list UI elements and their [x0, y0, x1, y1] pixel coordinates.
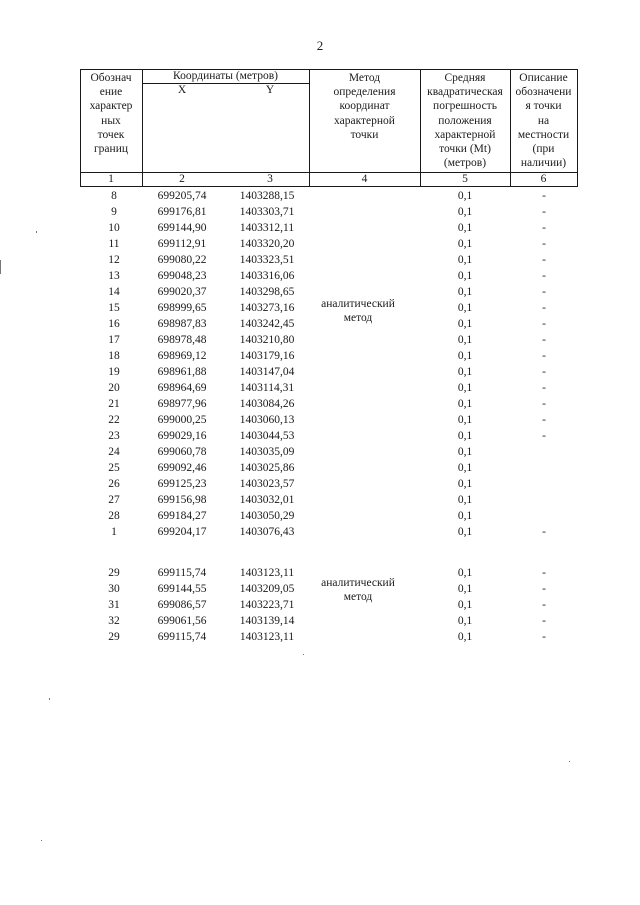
- table-row: [80, 613, 577, 629]
- point-number: 28: [108, 510, 120, 522]
- table-row: [80, 428, 577, 444]
- coordinate-x: 699184,27: [157, 510, 207, 522]
- coordinate-x: 699144,55: [157, 583, 207, 595]
- table-row: [80, 444, 577, 460]
- point-number: 9: [111, 206, 117, 218]
- point-number: 19: [108, 366, 120, 378]
- coordinate-x: 698978,48: [157, 334, 207, 346]
- mean-square-error: 0,1: [457, 302, 473, 314]
- coordinate-x: 699176,81: [157, 206, 207, 218]
- coordinate-x: 699144,90: [157, 222, 207, 234]
- mean-square-error: 0,1: [457, 318, 473, 330]
- header-col4-line: точки: [350, 128, 379, 141]
- header-col6-line: местности: [517, 128, 570, 141]
- point-number: 13: [108, 270, 120, 282]
- coordinate-y: 1403320,20: [239, 238, 295, 250]
- method-label-line: аналитический: [321, 298, 395, 310]
- header-col6-line: я точки: [525, 100, 562, 113]
- point-description: -: [542, 190, 546, 202]
- point-description: -: [542, 222, 546, 234]
- point-description: -: [542, 430, 546, 442]
- coordinate-y: 1403123,11: [239, 567, 295, 579]
- header-col1-line: характер: [89, 100, 133, 113]
- column-number: 3: [267, 173, 273, 185]
- point-description: -: [542, 254, 546, 266]
- point-description: -: [542, 526, 546, 538]
- header-col6: [510, 71, 577, 170]
- table-header: [80, 69, 577, 187]
- header-col-x: X: [177, 84, 187, 96]
- coordinate-y: 1403025,86: [239, 462, 295, 474]
- coordinate-x: 699125,23: [157, 478, 207, 490]
- coordinate-y: 1403242,45: [239, 318, 295, 330]
- coordinate-y: 1403312,11: [239, 222, 295, 234]
- coordinate-y: 1403288,15: [239, 190, 295, 202]
- mean-square-error: 0,1: [457, 462, 473, 474]
- coordinate-x: 698961,88: [157, 366, 207, 378]
- mean-square-error: 0,1: [457, 206, 473, 218]
- coordinate-x: 699112,91: [157, 238, 207, 250]
- coordinate-y: 1403023,57: [239, 478, 295, 490]
- point-number: 18: [108, 350, 120, 362]
- coordinate-y: 1403035,09: [239, 446, 295, 458]
- table-row: [80, 348, 577, 364]
- header-col5-line: характерной: [434, 128, 496, 141]
- mean-square-error: 0,1: [457, 398, 473, 410]
- point-number: 21: [108, 398, 120, 410]
- header-col1-line: ных: [101, 114, 121, 127]
- column-number: 4: [361, 173, 368, 185]
- coordinate-x: 699204,17: [157, 526, 207, 538]
- scan-speck: [0, 260, 1, 274]
- column-number: 6: [540, 173, 547, 185]
- header-coords-group: Координаты (метров): [173, 70, 278, 82]
- method-label-line: метод: [343, 591, 373, 603]
- method-label-line: аналитический: [321, 577, 395, 589]
- coordinate-y: 1403139,14: [239, 615, 295, 627]
- header-col1: [80, 71, 142, 156]
- point-description: -: [542, 631, 546, 643]
- mean-square-error: 0,1: [457, 446, 473, 458]
- page-number: 2: [316, 38, 324, 53]
- coordinate-x: 699060,78: [157, 446, 207, 458]
- coordinate-y: 1403298,65: [239, 286, 295, 298]
- coordinate-x: 699086,57: [157, 599, 207, 611]
- header-col5-line: точки (Mt): [439, 143, 491, 156]
- point-number: 27: [108, 494, 120, 506]
- header-col5-line: Средняя: [444, 72, 486, 84]
- header-col6-line: Описание: [519, 72, 568, 84]
- point-number: 16: [108, 318, 120, 330]
- point-description: -: [542, 583, 546, 595]
- coordinate-x: 698987,83: [157, 318, 207, 330]
- coordinate-x: 699020,37: [157, 286, 207, 298]
- coordinate-y: 1403044,53: [239, 430, 295, 442]
- table-row: [80, 268, 577, 284]
- table-row: [80, 460, 577, 476]
- column-number: 1: [108, 173, 114, 185]
- table-row: [80, 204, 577, 220]
- header-col1-line: Обознач: [90, 72, 132, 84]
- coordinate-y: 1403123,11: [239, 631, 295, 643]
- table-row: [80, 332, 577, 348]
- point-description: -: [542, 350, 546, 362]
- coordinate-x: 699115,74: [157, 567, 207, 579]
- coordinate-y: 1403273,16: [239, 302, 295, 314]
- point-description: -: [542, 567, 546, 579]
- mean-square-error: 0,1: [457, 254, 473, 266]
- mean-square-error: 0,1: [457, 350, 473, 362]
- header-right-border: [577, 69, 578, 187]
- table-row: [80, 492, 577, 508]
- scan-speck: [569, 761, 570, 762]
- header-col4-line: характерной: [334, 114, 395, 127]
- scan-speck: [303, 654, 304, 655]
- coordinate-x: 699048,23: [157, 270, 207, 282]
- point-description: -: [542, 615, 546, 627]
- mean-square-error: 0,1: [457, 366, 473, 378]
- point-description: -: [542, 302, 546, 314]
- header-col4-line: определения: [333, 86, 396, 99]
- table-row: [80, 476, 577, 492]
- scan-speck: [41, 840, 42, 841]
- coordinate-x: 698999,65: [157, 302, 207, 314]
- header-col1-line: границ: [93, 143, 129, 156]
- header-col1-line: точек: [97, 128, 125, 141]
- coordinate-x: 699205,74: [157, 190, 207, 202]
- point-number: 10: [108, 222, 120, 234]
- method-label-line: метод: [343, 312, 373, 324]
- header-col5-line: (метров): [443, 157, 487, 170]
- point-number: 24: [108, 446, 120, 458]
- point-number: 20: [108, 382, 120, 394]
- mean-square-error: 0,1: [457, 526, 473, 538]
- mean-square-error: 0,1: [457, 494, 473, 506]
- mean-square-error: 0,1: [457, 567, 473, 579]
- mean-square-error: 0,1: [457, 334, 473, 346]
- table-row: [80, 396, 577, 412]
- table-row: [80, 364, 577, 380]
- coordinate-y: 1403032,01: [239, 494, 295, 506]
- coordinate-x: 698964,69: [157, 382, 207, 394]
- point-description: -: [542, 270, 546, 282]
- point-number: 31: [108, 599, 120, 611]
- mean-square-error: 0,1: [457, 222, 473, 234]
- table-row: [80, 629, 577, 645]
- coordinate-x: 699080,22: [157, 254, 207, 266]
- scan-speck: [36, 231, 37, 233]
- point-number: 29: [108, 567, 120, 579]
- point-description: -: [542, 286, 546, 298]
- coordinate-y: 1403323,51: [239, 254, 295, 266]
- header-col5: [420, 71, 510, 170]
- mean-square-error: 0,1: [457, 382, 473, 394]
- coordinate-x: 699000,25: [157, 414, 207, 426]
- table-row: [80, 412, 577, 428]
- point-number: 11: [108, 238, 120, 250]
- table-row: [80, 508, 577, 524]
- coordinate-y: 1403084,26: [239, 398, 295, 410]
- header-col6-line: обозначени: [515, 86, 572, 99]
- point-description: -: [542, 398, 546, 410]
- header-col5-line: положения: [438, 114, 492, 127]
- mean-square-error: 0,1: [457, 599, 473, 611]
- point-number: 30: [108, 583, 120, 595]
- header-col6-line: на: [537, 114, 550, 127]
- coordinate-y: 1403210,80: [239, 334, 295, 346]
- coordinate-y: 1403114,31: [239, 382, 295, 394]
- header-col6-line: (при: [532, 143, 555, 156]
- coordinate-x: 699029,16: [157, 430, 207, 442]
- mean-square-error: 0,1: [457, 238, 473, 250]
- point-number: 17: [108, 334, 120, 346]
- coordinate-y: 1403050,29: [239, 510, 295, 522]
- point-number: 8: [111, 190, 117, 202]
- mean-square-error: 0,1: [457, 190, 473, 202]
- coordinate-y: 1403223,71: [239, 599, 295, 611]
- mean-square-error: 0,1: [457, 583, 473, 595]
- mean-square-error: 0,1: [457, 615, 473, 627]
- header-col4-line: Метод: [348, 72, 381, 84]
- point-number: 25: [108, 462, 120, 474]
- method-label-group1: [308, 297, 408, 325]
- coordinate-x: 699156,98: [157, 494, 207, 506]
- point-description: -: [542, 382, 546, 394]
- table-row: [80, 236, 577, 252]
- column-number: 2: [179, 173, 185, 185]
- coordinate-x: 698977,96: [157, 398, 207, 410]
- scan-speck: [49, 698, 50, 700]
- point-description: -: [542, 238, 546, 250]
- coordinate-y: 1403316,06: [239, 270, 295, 282]
- mean-square-error: 0,1: [457, 478, 473, 490]
- coordinate-y: 1403179,16: [239, 350, 295, 362]
- point-number: 32: [108, 615, 120, 627]
- mean-square-error: 0,1: [457, 631, 473, 643]
- point-description: -: [542, 206, 546, 218]
- coordinate-x: 699092,46: [157, 462, 207, 474]
- coordinate-x: 699115,74: [157, 631, 207, 643]
- header-col4-line: координат: [339, 100, 390, 113]
- header-col5-line: квадратическая: [427, 86, 503, 99]
- column-number: 5: [462, 173, 468, 185]
- table-row: [80, 524, 577, 540]
- point-number: 26: [108, 478, 120, 490]
- point-description: -: [542, 366, 546, 378]
- table-row: [80, 220, 577, 236]
- header-col1-line: ение: [99, 86, 123, 99]
- coordinate-y: 1403147,04: [239, 366, 295, 378]
- coordinate-y: 1403209,05: [239, 583, 295, 595]
- method-label-group2: [308, 576, 408, 604]
- header-col-y: Y: [265, 84, 275, 96]
- point-description: -: [542, 334, 546, 346]
- coordinate-y: 1403303,71: [239, 206, 295, 218]
- header-col4: [309, 71, 420, 142]
- table-row: [80, 380, 577, 396]
- point-number: 23: [108, 430, 120, 442]
- point-description: -: [542, 318, 546, 330]
- point-description: -: [542, 599, 546, 611]
- point-number: 14: [108, 286, 120, 298]
- point-number: 22: [108, 414, 120, 426]
- point-number: 1: [111, 526, 117, 538]
- coordinate-y: 1403076,43: [239, 526, 295, 538]
- coordinate-y: 1403060,13: [239, 414, 295, 426]
- mean-square-error: 0,1: [457, 286, 473, 298]
- header-col5-line: погрешность: [433, 100, 497, 113]
- mean-square-error: 0,1: [457, 270, 473, 282]
- point-number: 12: [108, 254, 120, 266]
- point-description: -: [542, 414, 546, 426]
- table-row: [80, 188, 577, 204]
- point-number: 29: [108, 631, 120, 643]
- header-col6-line: наличии): [520, 157, 567, 170]
- mean-square-error: 0,1: [457, 430, 473, 442]
- mean-square-error: 0,1: [457, 510, 473, 522]
- table-row: [80, 252, 577, 268]
- point-number: 15: [108, 302, 120, 314]
- mean-square-error: 0,1: [457, 414, 473, 426]
- coordinate-x: 698969,12: [157, 350, 207, 362]
- coordinate-x: 699061,56: [157, 615, 207, 627]
